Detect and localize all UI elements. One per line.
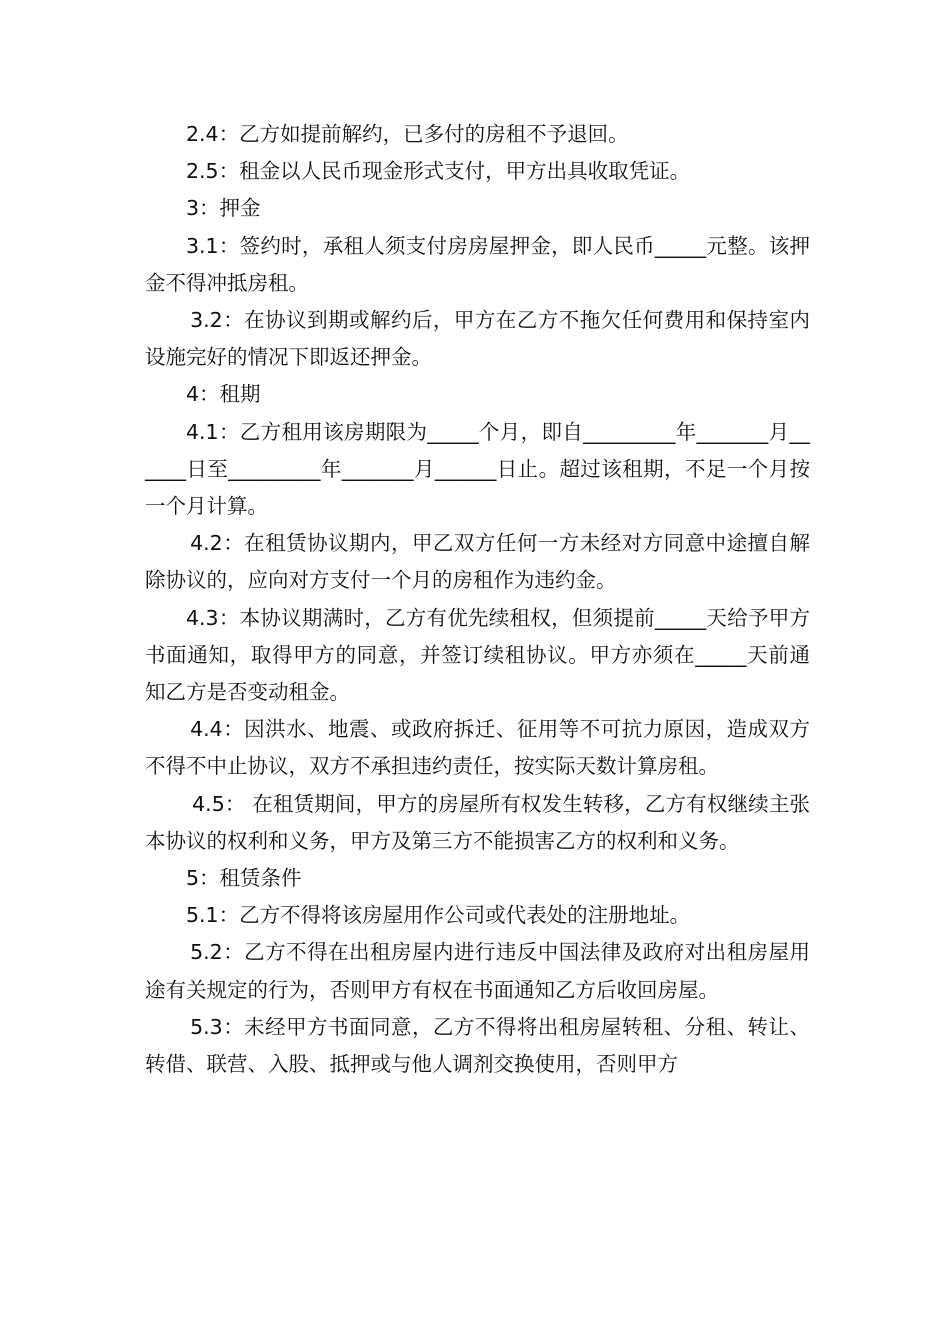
clause-4-1: 4.1：乙方租用该房期限为_____个月，即自_________年_______月______日至_________年_______月______日止。超过该租期，不足一个月按一个月计算。 [145,419,810,519]
clause-5-3: 5.3：未经甲方书面同意，乙方不得将出租房屋转租、分租、转让、转借、联营、入股、抵押或与他人调剂交换使用，否则甲方 [145,1014,810,1077]
clause-2-5: 2.5：租金以人民币现金形式支付，甲方出具收取凭证。 [186,159,691,184]
clause-4-4: 4.4：因洪水、地震、或政府拆迁、征用等不可抗力原因，造成双方不得不中止协议，双方不承担违约责任，按实际天数计算房租。 [145,717,810,779]
clause-5-2: 5.2：乙方不得在出租房屋内进行违反中国法律及政府对出租房屋用途有关规定的行为，否则甲方有权在书面通知乙方后收回房屋。 [145,940,810,1002]
section-heading-3: 3：押金 [186,196,261,221]
clause-4-2: 4.2：在租赁协议期内，甲乙双方任何一方未经对方同意中途擅自解除协议的，应向对方支付一个月的房租作为违约金。 [145,531,810,593]
clause-3-2: 3.2：在协议到期或解约后，甲方在乙方不拖欠任何费用和保持室内设施完好的情况下即返还押金。 [145,308,810,370]
clause-4-5: 4.5： 在租赁期间，甲方的房屋所有权发生转移，乙方有权继续主张本协议的权利和义务，甲方及第三方不能损害乙方的权利和义务。 [145,791,810,853]
clause-3-1: 3.1：签约时，承租人须支付房房屋押金，即人民币_____元整。该押金不得冲抵房租。 [145,233,810,295]
section-heading-5: 5：租赁条件 [186,866,302,891]
document-body [145,116,810,1083]
clause-5-1: 5.1：乙方不得将该房屋用作公司或代表处的注册地址。 [186,903,691,928]
section-heading-4: 4：租期 [186,382,261,407]
clause-4-3: 4.3：本协议期满时，乙方有优先续租权，但须提前_____天给予甲方书面通知，取得甲方的同意，并签订续租协议。甲方亦须在_____天前通知乙方是否变动租金。 [145,605,810,705]
clause-2-4: 2.4：乙方如提前解约，已多付的房租不予退回。 [186,122,629,146]
